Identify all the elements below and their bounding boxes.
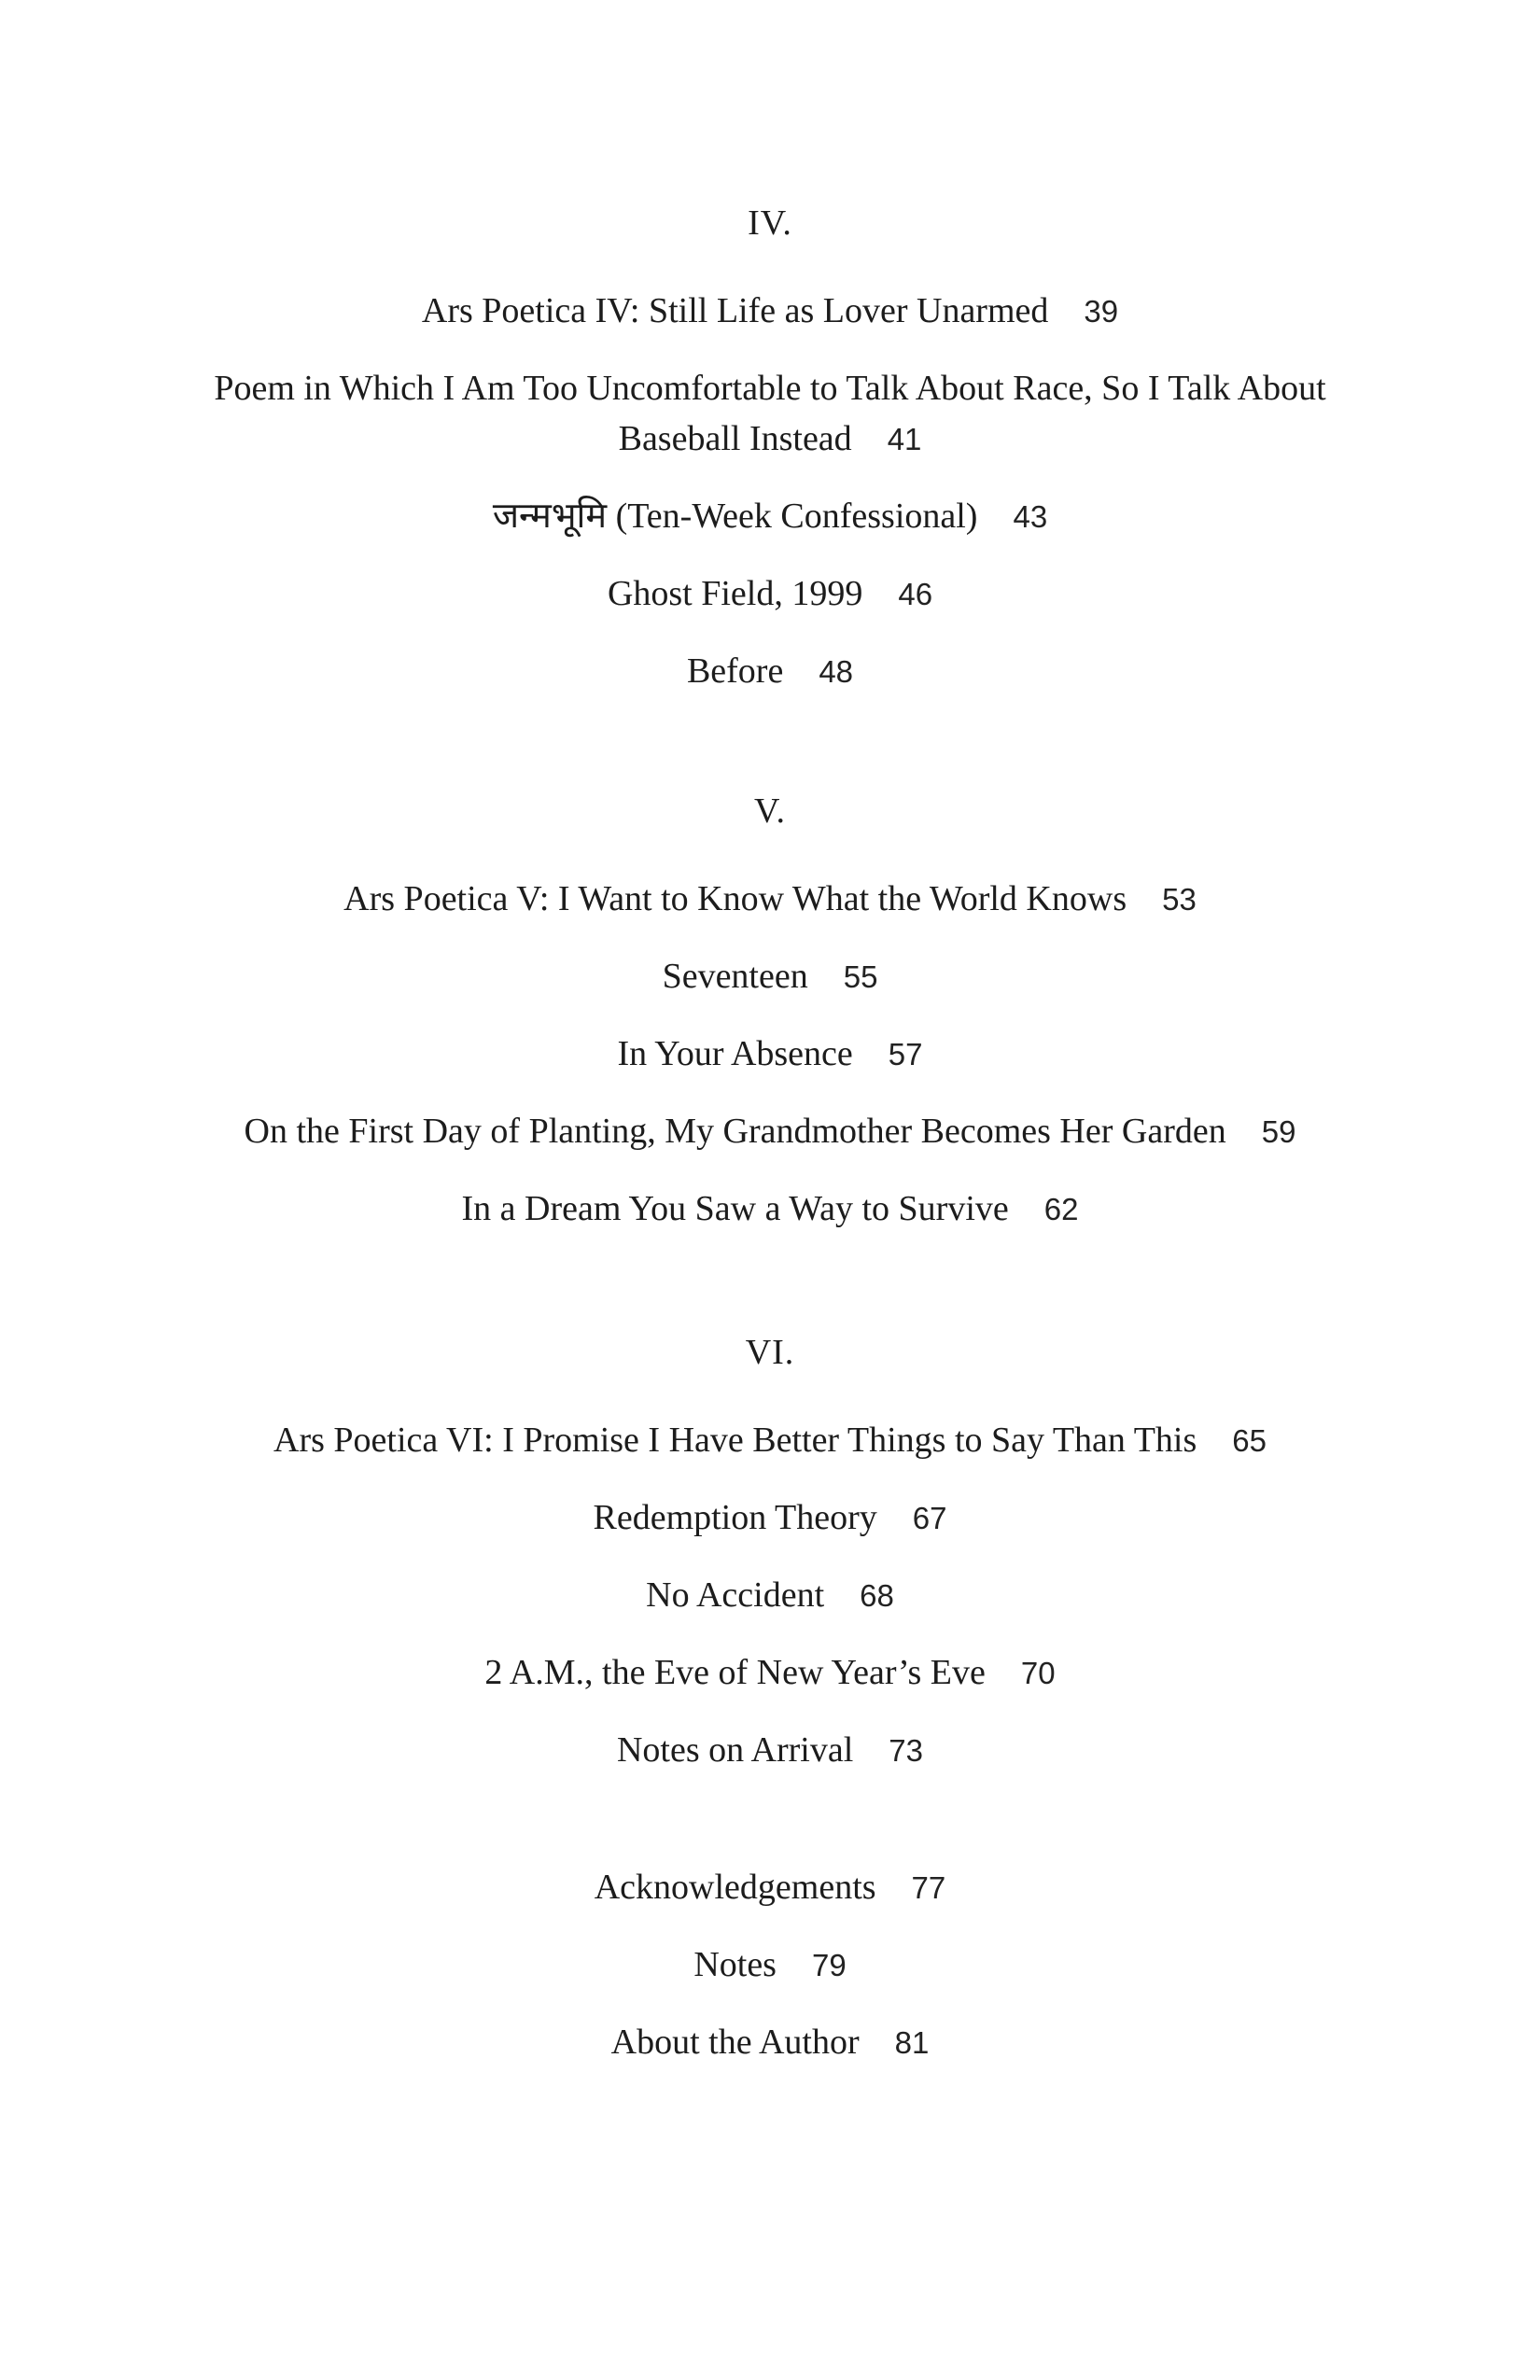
toc-section-iv — [0, 205, 1540, 697]
entry-title: Poem in Which I Am Too Uncomfortable to Talk About Race, So I Talk About Baseball Instead — [214, 369, 1326, 458]
entry-page-number: 39 — [1084, 294, 1119, 329]
toc-entry-list — [0, 1862, 1540, 2068]
toc-entry[interactable] — [0, 1029, 1540, 1080]
entry-page-number: 65 — [1232, 1423, 1267, 1458]
entry-page-number: 79 — [811, 1948, 847, 1982]
entry-page-number: 62 — [1043, 1192, 1079, 1226]
entry-page-number: 46 — [898, 577, 933, 611]
toc-entry[interactable] — [0, 1492, 1540, 1544]
entry-title: In a Dream You Saw a Way to Survive — [461, 1189, 1009, 1228]
entry-title: Before — [686, 651, 784, 691]
toc-entry[interactable] — [0, 951, 1540, 1002]
entry-title: Ars Poetica V: I Want to Know What the World Knows — [343, 879, 1127, 918]
toc-section-vi — [0, 1335, 1540, 1776]
entry-page-number: 73 — [889, 1733, 923, 1768]
toc-back-matter — [0, 1862, 1540, 2068]
entry-title: Seventeen — [662, 957, 808, 996]
entry-page-number: 68 — [860, 1578, 894, 1613]
entry-page-number: 43 — [1013, 499, 1048, 534]
toc-entry-list — [0, 874, 1540, 1235]
entry-page-number: 57 — [888, 1037, 923, 1071]
entry-page-number: 59 — [1261, 1114, 1296, 1149]
toc-entry[interactable] — [0, 286, 1540, 337]
entry-page-number: 81 — [894, 2025, 930, 2060]
section-heading: VI. — [745, 1333, 795, 1372]
toc-entry[interactable] — [0, 646, 1540, 697]
entry-title: Redemption Theory — [593, 1498, 877, 1537]
toc-section-v — [0, 793, 1540, 1235]
toc-entry-acknowledgements[interactable] — [0, 1862, 1540, 1913]
entry-page-number: 41 — [887, 422, 922, 456]
section-heading: IV. — [748, 203, 792, 243]
toc-entry-notes[interactable] — [0, 1939, 1540, 1991]
toc-entry[interactable] — [0, 1647, 1540, 1699]
toc-entry[interactable] — [0, 491, 1540, 542]
entry-title: About the Author — [610, 2023, 860, 2062]
entry-title: In Your Absence — [617, 1034, 853, 1073]
entry-title: जन्मभूमि (Ten-Week Confessional) — [492, 497, 978, 536]
entry-title: 2 A.M., the Eve of New Year’s Eve — [484, 1653, 986, 1692]
toc-entry[interactable] — [0, 363, 1540, 465]
toc-entry-about-the-author[interactable] — [0, 2017, 1540, 2068]
entry-title: Ars Poetica VI: I Promise I Have Better Things to Say Than This — [273, 1421, 1197, 1460]
entry-title: Acknowledgements — [594, 1868, 876, 1907]
entry-title: No Accident — [646, 1575, 825, 1615]
toc-entry[interactable] — [0, 1570, 1540, 1621]
entry-page-number: 77 — [911, 1870, 946, 1905]
entry-title: Notes on Arrival — [616, 1730, 854, 1770]
toc-entry[interactable] — [0, 1183, 1540, 1235]
toc-entry[interactable] — [0, 1725, 1540, 1776]
toc-entry-list — [0, 1415, 1540, 1776]
toc-entry[interactable] — [0, 874, 1540, 925]
entry-page-number: 70 — [1020, 1656, 1056, 1690]
entry-title: Notes — [693, 1945, 777, 1984]
section-heading: V. — [753, 791, 787, 831]
entry-title: Ars Poetica IV: Still Life as Lover Unarmed — [421, 291, 1049, 330]
toc-entry[interactable] — [0, 1106, 1540, 1157]
toc-entry[interactable] — [0, 1415, 1540, 1466]
entry-title: On the First Day of Planting, My Grandmother Becomes Her Garden — [244, 1112, 1226, 1151]
toc-entry-list — [0, 286, 1540, 697]
entry-page-number: 67 — [912, 1501, 947, 1535]
entry-title: Ghost Field, 1999 — [607, 574, 863, 613]
entry-page-number: 55 — [843, 959, 878, 994]
entry-page-number: 48 — [819, 654, 854, 689]
entry-page-number: 53 — [1162, 882, 1197, 917]
toc-entry[interactable] — [0, 568, 1540, 620]
